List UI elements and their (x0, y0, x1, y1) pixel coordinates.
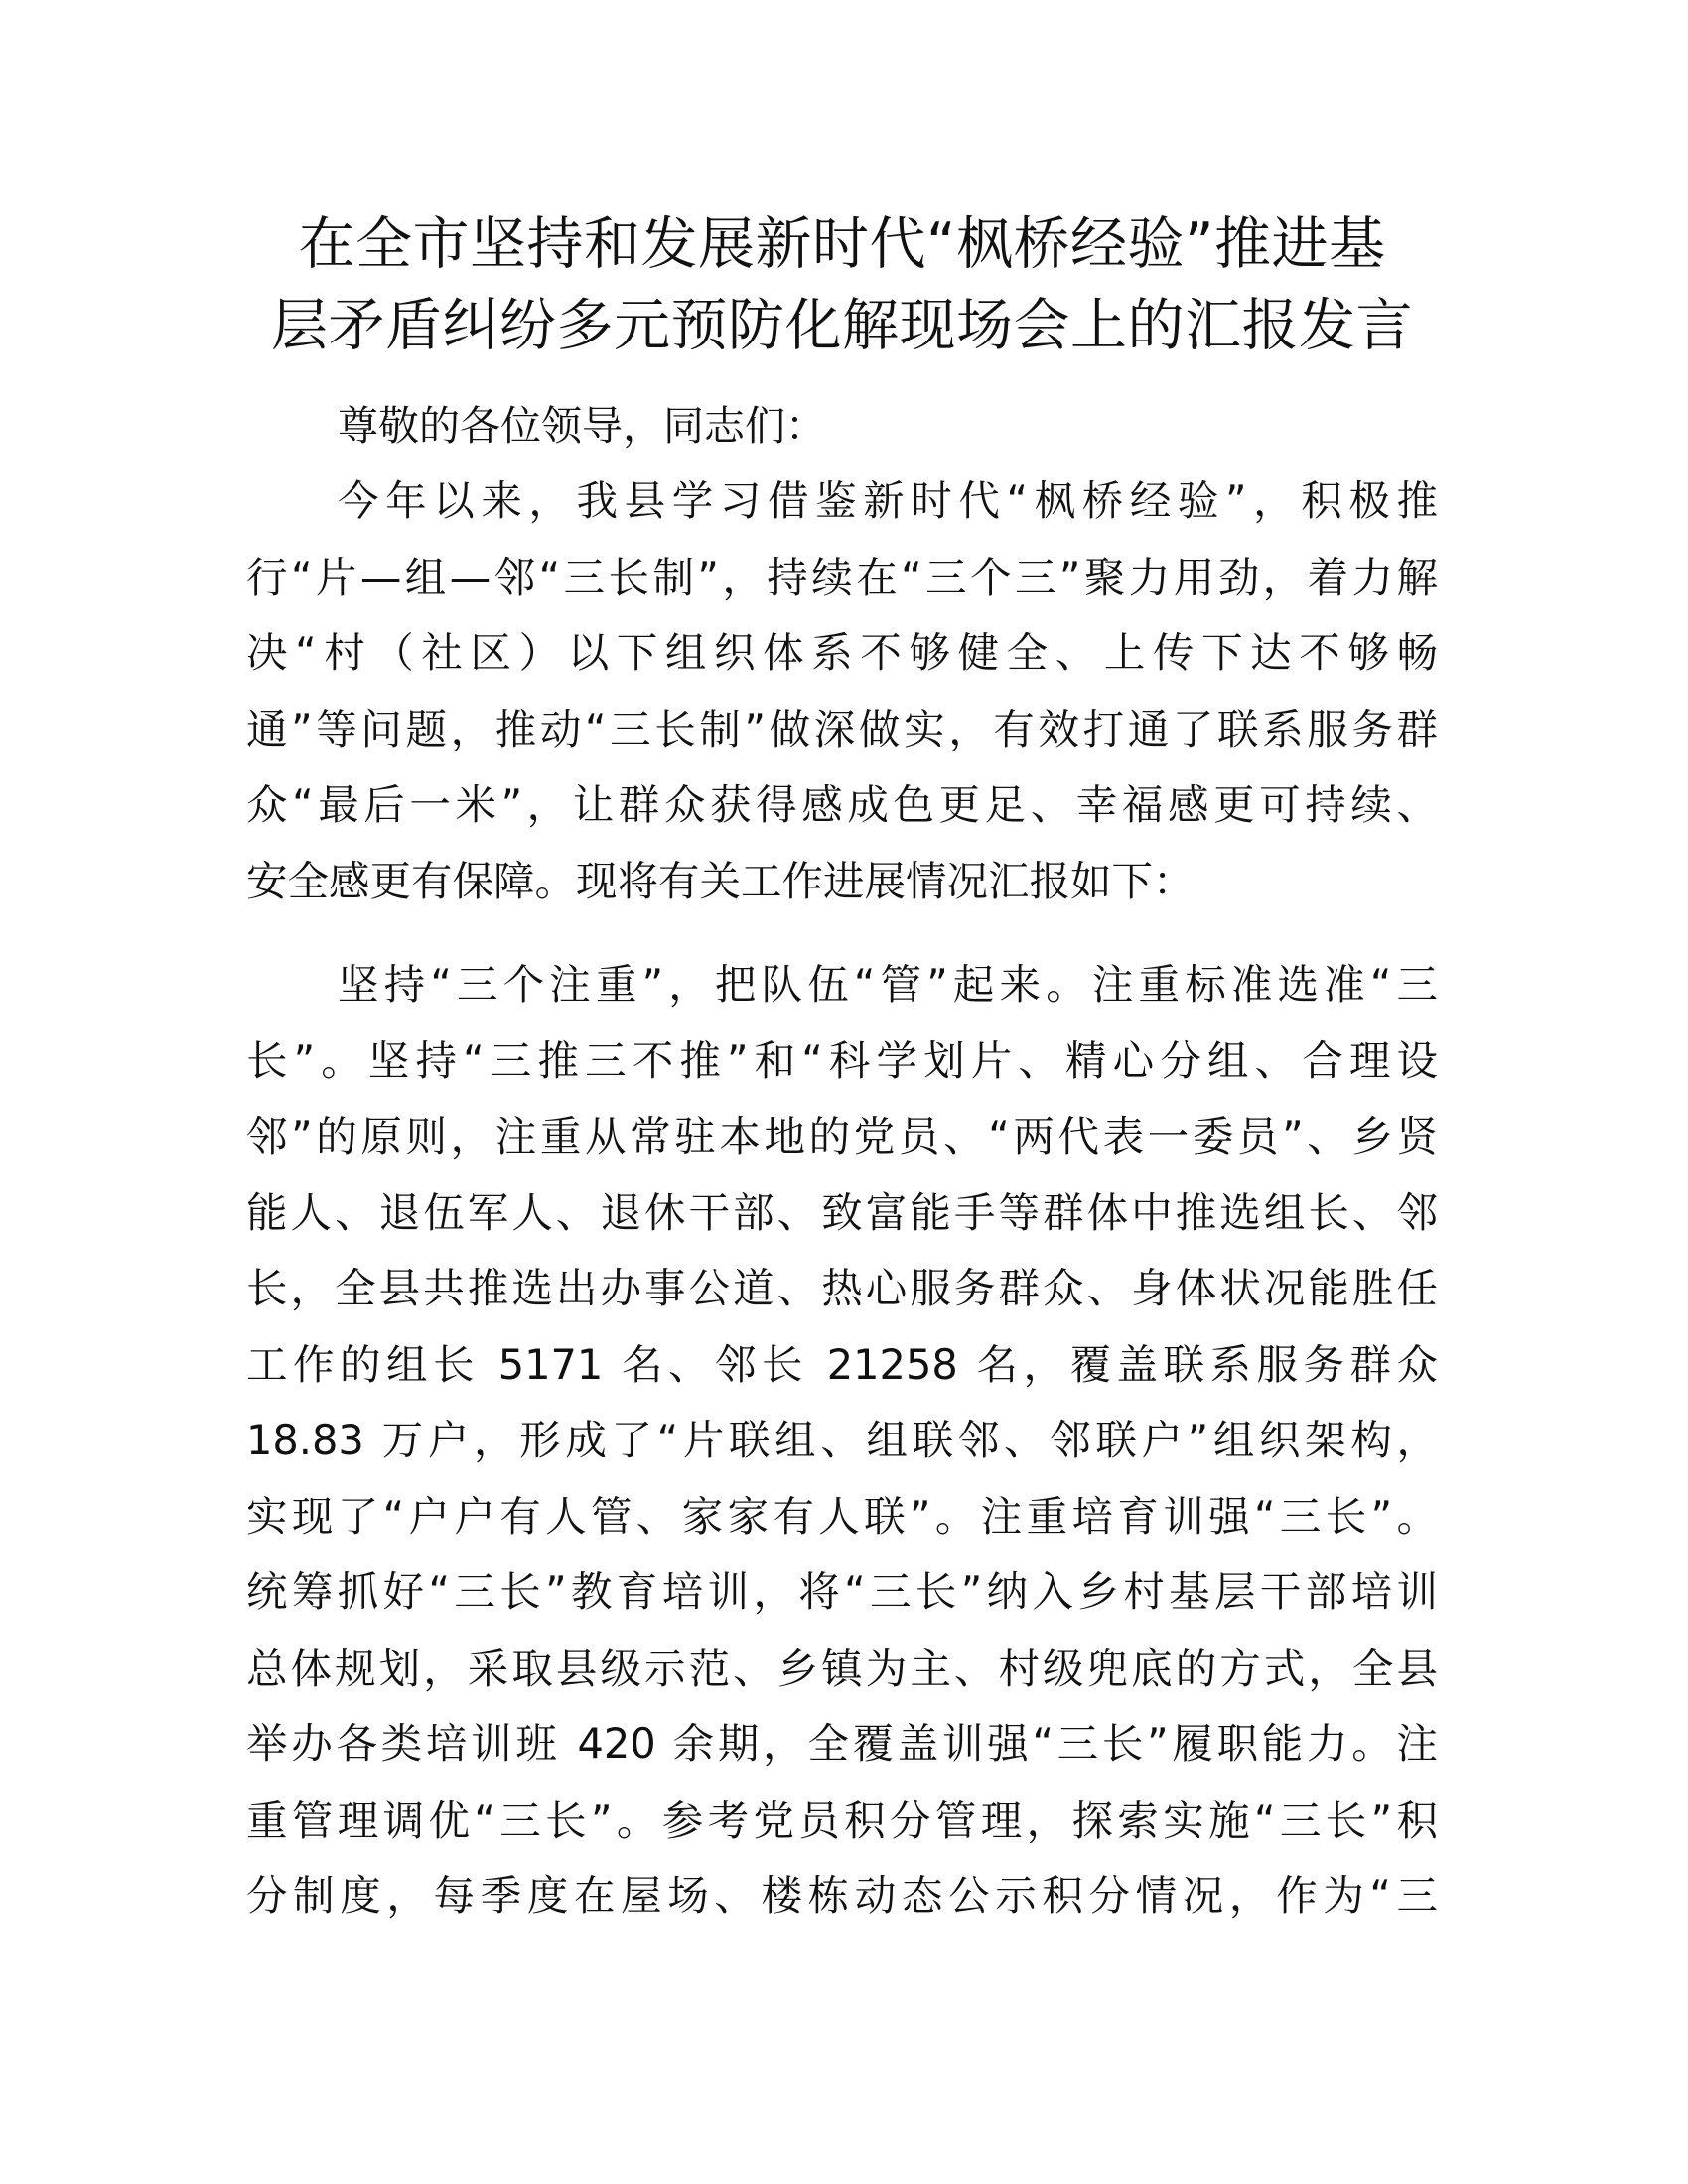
paragraph-line: 长，全县共推选出办事公道、热心服务群众、身体状况能胜任 (246, 1264, 1438, 1312)
paragraph-line: 邻”的原则，注重从常驻本地的党员、“两代表一委员”、乡贤 (246, 1112, 1438, 1160)
paragraph-line: 众“最后一米”，让群众获得感成色更足、幸福感更可持续、 (246, 780, 1438, 829)
salutation: 尊敬的各位领导，同志们： (338, 402, 826, 450)
paragraph-line: 总体规划，采取县级示范、乡镇为主、村级兜底的方式，全县 (246, 1643, 1438, 1693)
paragraph-line: 工作的组长 5171 名、邻长 21258 名，覆盖联系服务群众 (246, 1339, 1438, 1389)
paragraph-line: 实现了“户户有人管、家家有人联”。注重培育训强“三长”。 (246, 1491, 1438, 1541)
paragraph-line: 行“片—组—邻“三长制”，持续在“三个三”聚力用劲，着力解 (246, 552, 1438, 602)
paragraph-line: 通”等问题，推动“三长制”做深做实，有效打通了联系服务群 (246, 704, 1438, 753)
paragraph-line: 决“村（社区）以下组织体系不够健全、上传下达不够畅 (246, 628, 1438, 677)
paragraph-line: 举办各类培训班 420 余期，全覆盖训强“三长”履职能力。注 (246, 1719, 1438, 1768)
title-line-1: 在全市坚持和发展新时代“枫桥经验”推进基 (298, 211, 1386, 277)
paragraph-line: 坚持“三个注重”，把队伍“管”起来。注重标准选准“三 (338, 960, 1438, 1009)
document-title (246, 204, 1438, 366)
paragraph-line: 18.83 万户，形成了“片联组、组联邻、邻联户”组织架构， (246, 1416, 1438, 1464)
paragraph-line: 分制度，每季度在屋场、楼栋动态公示积分情况，作为“三 (246, 1871, 1438, 1920)
paragraph-intro (246, 464, 1438, 919)
paragraph-team-management (246, 947, 1438, 1935)
paragraph-line: 今年以来，我县学习借鉴新时代“枫桥经验”，积极推 (338, 477, 1438, 525)
paragraph-line: 长”。坚持“三推三不推”和“科学划片、精心分组、合理设 (246, 1035, 1438, 1085)
paragraph-line: 安全感更有保障。现将有关工作进展情况汇报如下： (246, 856, 1195, 905)
paragraph-line: 统筹抓好“三长”教育培训，将“三长”纳入乡村基层干部培训 (246, 1568, 1438, 1616)
paragraph-line: 重管理调优“三长”。参考党员积分管理，探索实施“三长”积 (246, 1795, 1438, 1844)
document-page (246, 204, 1438, 1935)
title-line-2: 层矛盾纠纷多元预防化解现场会上的汇报发言 (271, 293, 1413, 358)
paragraph-line: 能人、退伍军人、退休干部、致富能手等群体中推选组长、邻 (246, 1187, 1438, 1237)
